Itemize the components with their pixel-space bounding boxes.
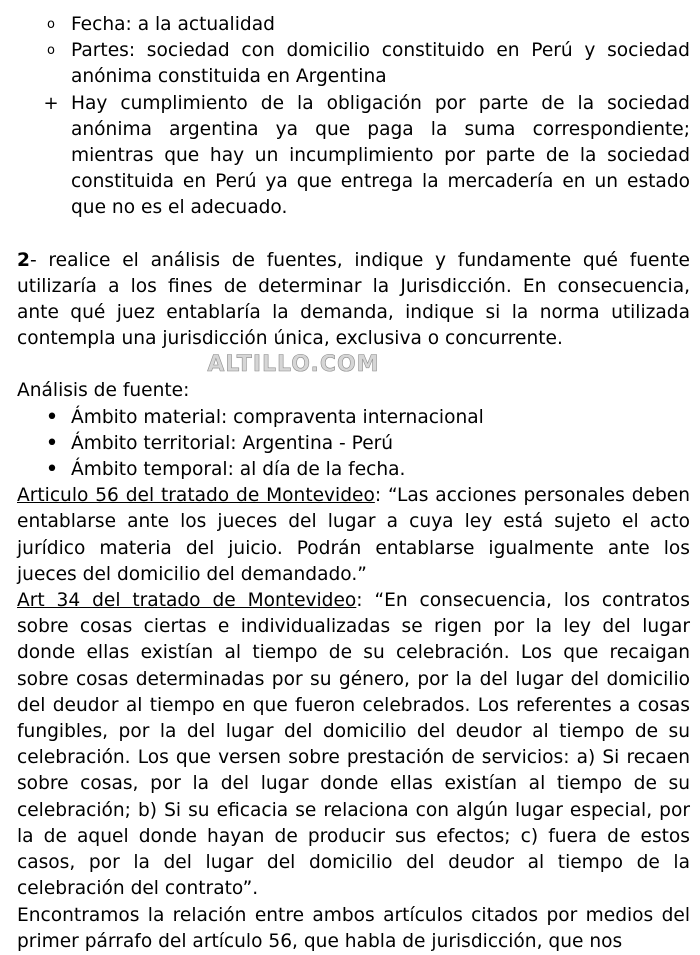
watermark-logo: ALTILLO.COM [207, 352, 380, 378]
article-34-text: : “En consecuencia, los contratos sobre cosas ciertas e individualizadas se rigen por la ley del lugar donde ellas existían al tiempo de su celebración. Los que recaigan sobre cosas determinadas por su género, por la del lugar del domicilio del deudor al tiempo en que fueron celebrados. Los referentes a cosas fungibles, por la del lugar del domicilio del deudor al tiempo de su celebración. Los que versen sobre prestación de servicios: a) Si recaen sobre cosas, por la del lugar donde ellas existían al tiempo de su celebración; b) Si su eficacia se relaciona con algún lugar especial, por la de aquel donde hayan de producir sus efectos; c) fuera de estos casos, por la del lugar del domicilio del deudor al tiempo de la celebración del contrato”. [17, 590, 690, 900]
question-text: - realice el análisis de fuentes, indique y fundamente qué fuente utilizaría a los fines de determinar la Jurisdicción. En consecuencia, ante qué juez entablaría la demanda, indique si la norma utilizada contempla una jurisdicción única, exclusiva o concurrente. [17, 249, 690, 350]
list-item-fecha [17, 12, 690, 38]
analysis-heading: Análisis de fuente: [17, 380, 190, 402]
list-item-text: Hay cumplimiento de la obligación por parte de la sociedad anónima argentina ya que paga la suma correspondiente; mientras que hay un incumplimiento por parte de la sociedad constituida en Perú ya que entrega la mercadería en un estado que no es el adecuado. [71, 92, 690, 219]
analysis-item-text: Ámbito temporal: al día de la fecha. [71, 459, 406, 481]
analysis-item-text: Ámbito territorial: Argentina - Perú [71, 432, 394, 454]
analysis-item-text: Ámbito material: compraventa internacional [71, 406, 484, 428]
circle-bullet-icon: o [47, 43, 55, 59]
analysis-item-temporal [17, 457, 690, 483]
document-page [17, 12, 690, 955]
question-number: 2 [17, 249, 30, 271]
spacer [17, 222, 690, 248]
closing-paragraph: Encontramos la relación entre ambos artículos citados por medios del primer párrafo del artículo 56, que habla de jurisdicción, que nos [17, 904, 690, 952]
article-56-title: Articulo 56 del tratado de Montevideo [17, 485, 375, 507]
bullet-dot-icon: • [45, 404, 59, 430]
list-item-cumplimiento [17, 91, 690, 222]
analysis-item-material [17, 405, 690, 431]
article-34-title: Art 34 del tratado de Montevideo [17, 590, 357, 612]
list-item-text: Partes: sociedad con domicilio constituido en Perú y sociedad anónima constituida en Argentina [71, 40, 690, 88]
list-item-partes [17, 38, 690, 90]
article-56-paragraph [17, 483, 690, 588]
list-item-text: Fecha: a la actualidad [71, 14, 275, 35]
bullet-dot-icon: • [45, 430, 59, 456]
circle-bullet-icon: o [47, 17, 55, 32]
plus-bullet-icon: + [43, 92, 59, 114]
article-56-text: : “Las acciones personales deben entablarse ante los jueces del lugar a cuya ley está sujeto el acto jurídico materia del juicio. Podrán entablarse igualmente ante los jueces del domicilio del demandado.” [17, 485, 690, 585]
question-paragraph [17, 248, 690, 353]
analysis-item-territorial [17, 431, 690, 457]
article-34-paragraph [17, 588, 690, 902]
bullet-dot-icon: • [45, 457, 59, 483]
